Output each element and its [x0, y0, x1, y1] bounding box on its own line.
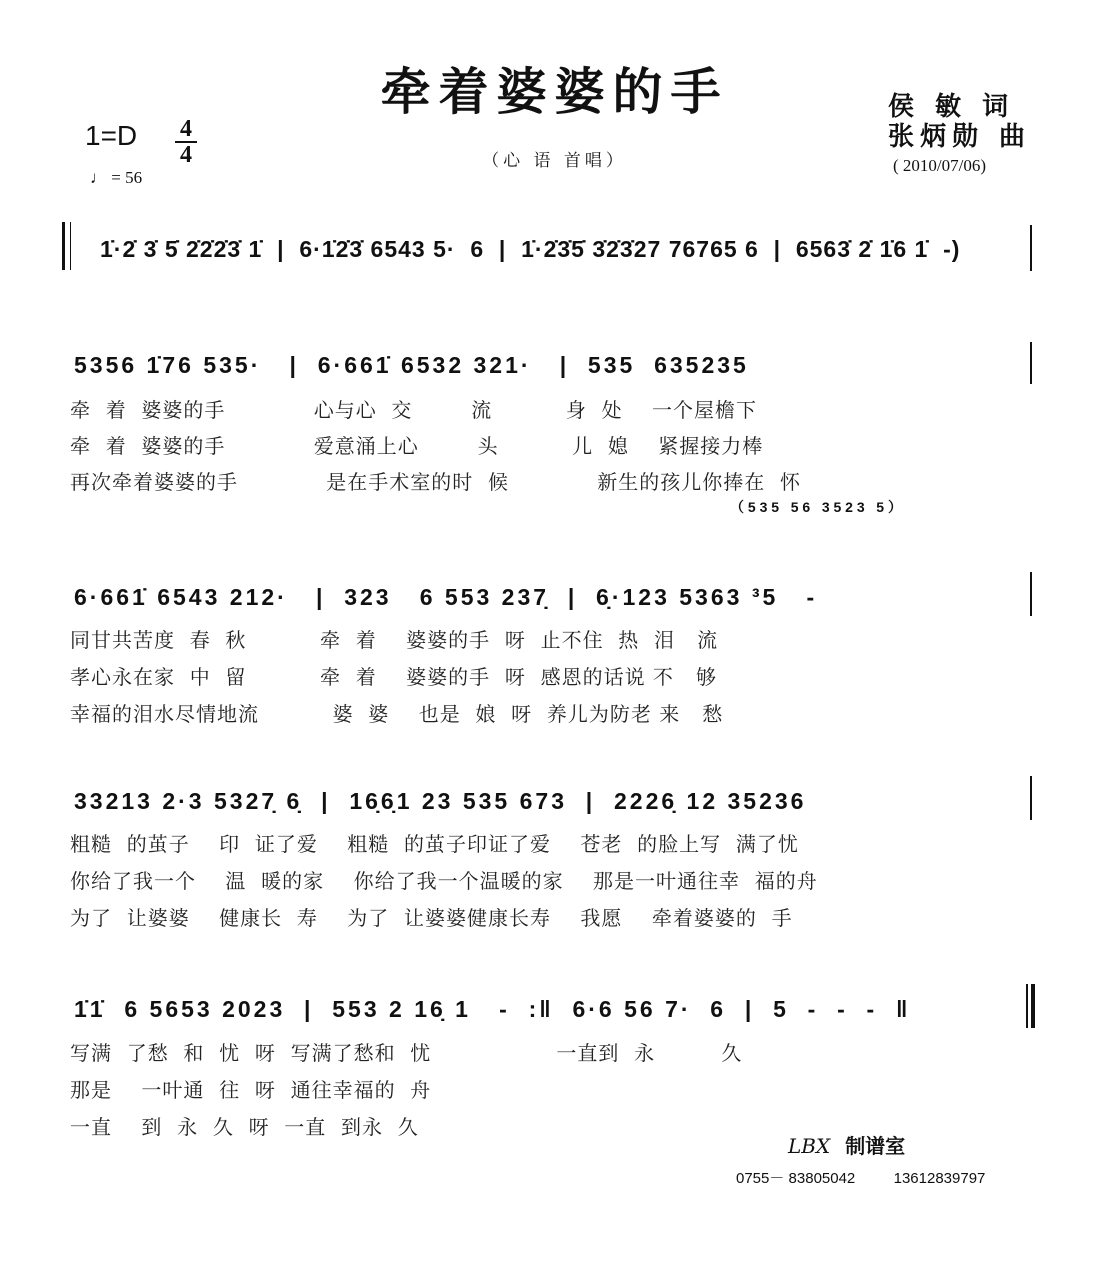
system-4-notes: 33213 2·3 5327̣ 6̣ | 16̣6̣1 23 535 673 | 2226̣ 12 35236 — [74, 788, 807, 814]
composition-date: ( 2010/07/06) — [893, 156, 987, 175]
system-2-lyric-verse-3: 再次牵着婆婆的手 是在手术室的时 候 新生的孩儿你捧在 怀 — [70, 470, 802, 494]
system-1-end-barline — [1030, 225, 1032, 271]
system-3-notes: 6·661̇ 6543 212· | 323 6 553 237̣ | 6̣·123 5363 ³5 - — [74, 584, 818, 610]
system-4-lyric-verse-2: 你给了我一个 温 暖的家 你给了我一个温暖的家 那是一叶通往幸 福的舟 — [70, 869, 818, 893]
credits — [888, 92, 1031, 152]
system-4-end-barline — [1030, 776, 1032, 820]
system-5-lyric-verse-1: 写满 了愁 和 忧 呀 写满了愁和 忧 一直到 永 久 — [70, 1041, 743, 1065]
lyricist-credit: 侯 敏 词 — [888, 92, 1015, 122]
system-3-lyric-verse-2: 孝心永在家 中 留 牵 着 婆婆的手 呀 感恩的话说 不 够 — [70, 665, 718, 689]
system-2-notes: 5356 1̇76 535· | 6·661̇ 6532 321· | 535 635235 — [74, 352, 749, 378]
system-2-lyric-verse-2: 牵 着 婆婆的手 爱意涌上心 头 儿 媳 紧握接力棒 — [70, 434, 764, 458]
system-5-notes: 1̇1̇ 6 5653 2023 | 553 2 16̣ 1 - :‖ 6·6 56 7· 6 | 5 - - - ‖ — [74, 996, 911, 1022]
composer-credit: 张炳勋 曲 — [888, 122, 1032, 152]
system-2-alternate-notes: （ 5 3 5 5 6 3 5 2 3 5 ） — [730, 499, 902, 515]
system-4-lyric-verse-3: 为了 让婆婆 健康长 寿 为了 让婆婆健康长寿 我愿 牵着婆婆的 手 — [70, 906, 793, 930]
system-3-lyric-verse-3: 幸福的泪水尽情地流 婆 婆 也是 娘 呀 养儿为防老 来 愁 — [70, 702, 724, 726]
song-title: 牵着婆婆的手 — [380, 62, 729, 121]
system-5-lyric-verse-2: 那是 一叶通 往 呀 通往幸福的 舟 — [70, 1078, 432, 1102]
repeat-start-sign — [62, 222, 71, 270]
system-3-end-barline — [1030, 572, 1032, 616]
time-signature-top: 4 — [180, 116, 192, 142]
studio-name: 制谱室 — [845, 1134, 906, 1158]
tempo-marking: ♩ = 56 — [90, 168, 143, 187]
studio-credit — [788, 1130, 905, 1159]
studio-script-logo: LBX — [788, 1134, 831, 1158]
contact-phones — [736, 1167, 985, 1188]
final-barline-thick — [1031, 984, 1035, 1028]
system-3-lyric-verse-1: 同甘共苦度 春 秋 牵 着 婆婆的手 呀 止不住 热 泪 流 — [70, 628, 719, 652]
system-2-end-barline — [1030, 342, 1032, 384]
singer-credit: （心 语 首唱） — [482, 151, 627, 171]
phone-landline: 0755－ 83805042 — [736, 1170, 856, 1187]
system-4-lyric-verse-1: 粗糙 的茧子 印 证了爱 粗糙 的茧子印证了爱 苍老 的脸上写 满了忧 — [70, 832, 799, 856]
phone-mobile: 13612839797 — [893, 1170, 986, 1187]
key-signature: 1=D — [85, 120, 138, 151]
time-signature-bottom: 4 — [180, 142, 192, 168]
system-1-notes: 1̇·2̇ 3̇ 5̇ 2̇2̇2̇3̇ 1̇ | 6·1̇2̇3̇ 6543 5· 6 | 1̇·2̇3̇5̇ 3̇2̇3̇27 76765 6 | 6563̇ 2̇ 1̇6 1̇ -) — [100, 236, 961, 262]
system-5-lyric-verse-3: 一直 到 永 久 呀 一直 到永 久 — [70, 1115, 419, 1139]
system-2-lyric-verse-1: 牵 着 婆婆的手 心与心 交 流 身 处 一个屋檐下 — [70, 398, 758, 422]
final-barline-thin — [1026, 984, 1028, 1028]
